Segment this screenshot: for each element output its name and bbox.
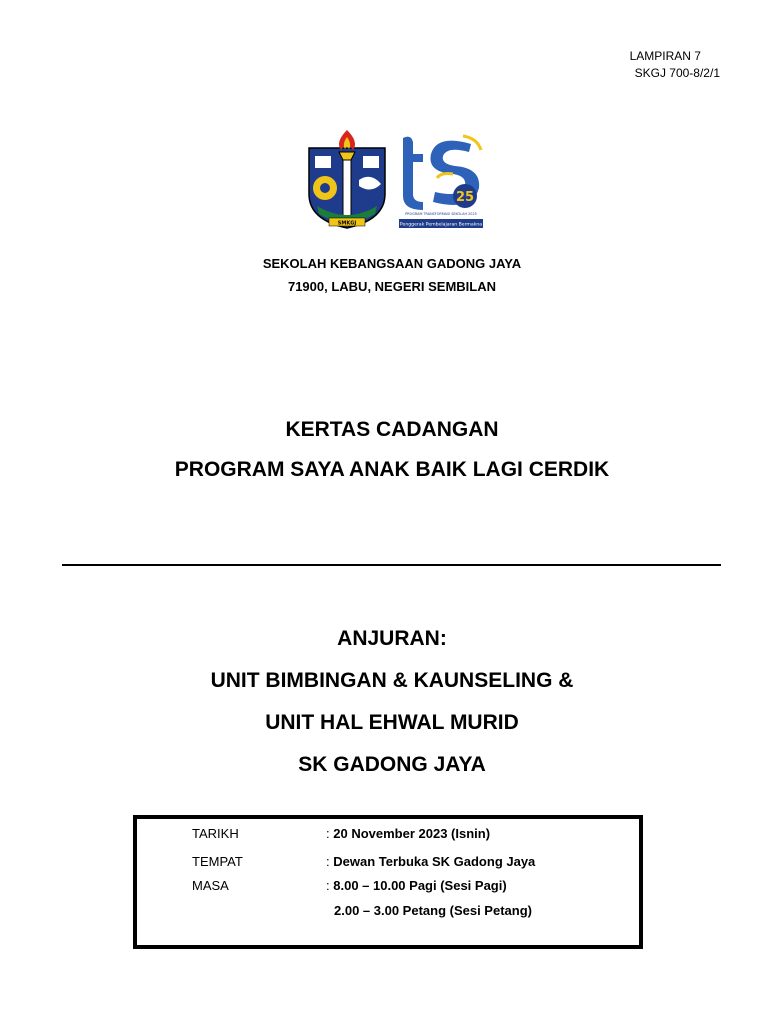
ts25-tagline: Penggerak Pembelajaran Bermakna — [399, 222, 483, 228]
school-info — [0, 255, 768, 301]
organiser-line-2: UNIT HAL EHWAL MURID — [265, 711, 519, 734]
event-details-box — [133, 815, 643, 949]
title-line-2: PROGRAM SAYA ANAK BAIK LAGI CERDIK — [174, 458, 610, 481]
svg-text:SMKGJ: SMKGJ — [337, 220, 357, 227]
masa-colon: : — [326, 878, 330, 893]
logo-group — [305, 128, 485, 232]
tempat-label: TEMPAT — [192, 854, 243, 869]
tempat-colon: : — [326, 854, 330, 869]
school-address: 71900, LABU, NEGERI SEMBILAN — [287, 279, 497, 294]
reference-block — [630, 48, 720, 82]
ts25-logo-icon — [397, 132, 485, 230]
horizontal-rule — [62, 564, 721, 566]
masa-value-2: 2.00 – 3.00 Petang (Sesi Petang) — [334, 903, 532, 918]
school-crest-icon — [305, 128, 389, 232]
title-line-1: KERTAS CADANGAN — [285, 418, 499, 441]
ts25-number: 25 — [455, 190, 475, 205]
tarikh-value: 20 November 2023 (Isnin) — [333, 826, 491, 841]
tarikh-label: TARIKH — [192, 826, 239, 841]
organiser-heading: ANJURAN: — [337, 627, 447, 650]
reference-number: SKGJ 700-8/2/1 — [634, 66, 720, 80]
masa-value-1: 8.00 – 10.00 Pagi (Sesi Pagi) — [333, 878, 507, 893]
tempat-value: Dewan Terbuka SK Gadong Jaya — [333, 854, 536, 869]
school-name: SEKOLAH KEBANGSAAN GADONG JAYA — [262, 256, 522, 271]
organiser-line-3: SK GADONG JAYA — [298, 753, 486, 776]
document-title — [0, 414, 768, 494]
tarikh-colon: : — [326, 826, 330, 841]
organiser-block — [0, 624, 768, 792]
lampiran-label: LAMPIRAN 7 — [629, 49, 701, 63]
masa-label: MASA — [192, 878, 229, 893]
ts25-caption: PROGRAM TRANSFORMASI SEKOLAH 2025 — [405, 212, 477, 216]
organiser-line-1: UNIT BIMBINGAN & KAUNSELING & — [210, 669, 574, 692]
